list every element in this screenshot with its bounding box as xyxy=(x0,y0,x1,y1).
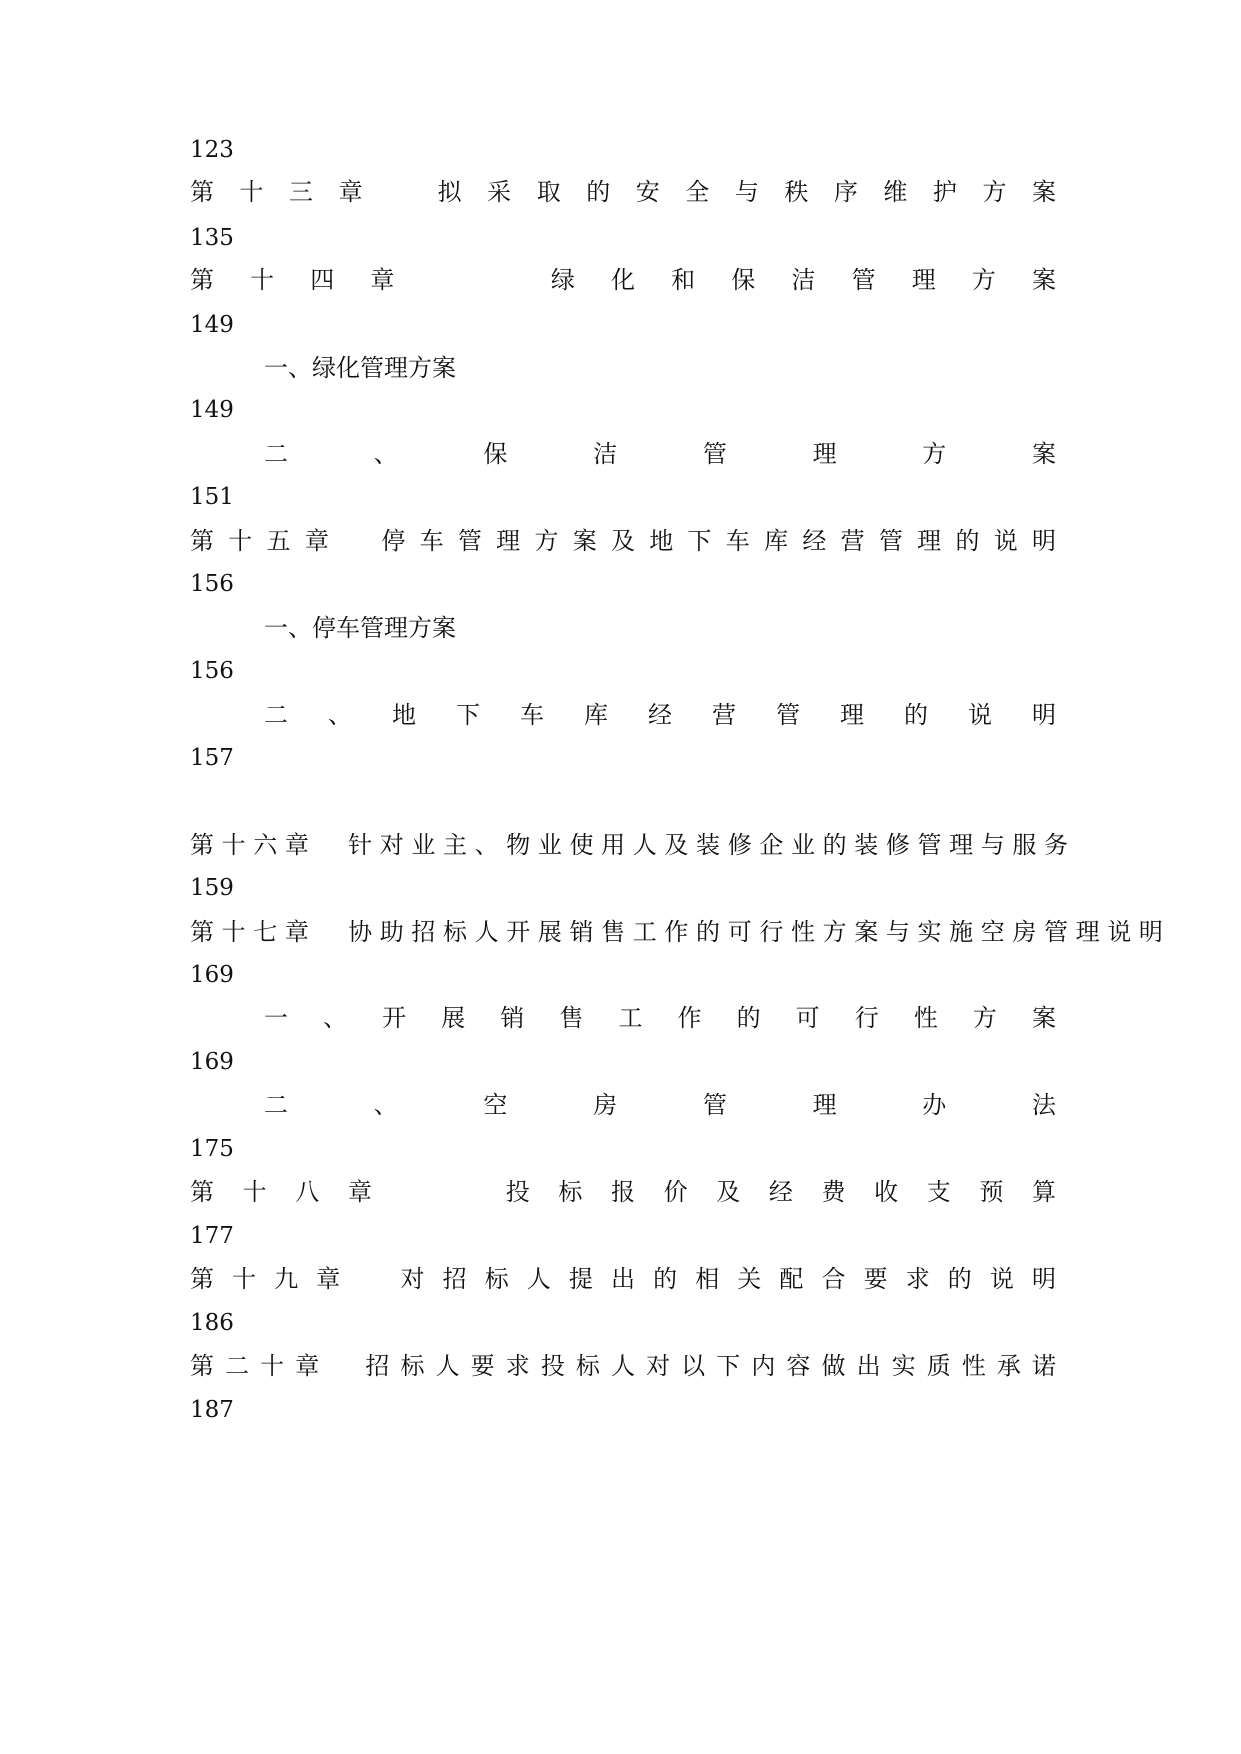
toc-section-title: 二 、 地 下 车 库 经 营 管 理 的 说 明 xyxy=(264,701,1056,729)
toc-chapter-title: 第 十 八 章 投 标 报 价 及 经 费 收 支 预 算 xyxy=(190,1178,1056,1206)
toc-page-number: 169 xyxy=(190,1049,234,1075)
toc-chapter-title: 第 十 五 章 停 车 管 理 方 案 及 地 下 车 库 经 营 管 理 的 说 明 xyxy=(190,527,1056,555)
toc-page-number: 177 xyxy=(190,1223,234,1249)
toc-page-number: 151 xyxy=(190,484,234,510)
toc-page-number: 156 xyxy=(190,571,234,597)
toc-section-title: 二 、 保 洁 管 理 方 案 xyxy=(264,440,1056,468)
toc-chapter-title: 第 十 六 章 针 对 业 主 、 物 业 使 用 人 及 装 修 企 业 的 装 修 管 理 与 服 务 xyxy=(190,831,1068,859)
toc-section-title: 一、绿化管理方案 xyxy=(264,354,456,382)
toc-section-title: 一、停车管理方案 xyxy=(264,614,456,642)
toc-page-number: 187 xyxy=(190,1397,234,1423)
toc-chapter-title: 第 十 三 章 拟 采 取 的 安 全 与 秩 序 维 护 方 案 xyxy=(190,178,1056,206)
toc-page-number: 149 xyxy=(190,397,234,423)
toc-page-number: 135 xyxy=(190,225,234,251)
toc-chapter-title: 第 十 九 章 对 招 标 人 提 出 的 相 关 配 合 要 求 的 说 明 xyxy=(190,1265,1056,1293)
toc-page-number: 156 xyxy=(190,658,234,684)
toc-chapter-title: 第 十 七 章 协 助 招 标 人 开 展 销 售 工 作 的 可 行 性 方 案 与 实 施 空 房 管 理 说 明 xyxy=(190,918,1163,946)
toc-page-number: 169 xyxy=(190,962,234,988)
toc-page-number: 149 xyxy=(190,312,234,338)
toc-section-title: 一 、 开 展 销 售 工 作 的 可 行 性 方 案 xyxy=(264,1004,1056,1032)
toc-page-number: 186 xyxy=(190,1310,234,1336)
toc-page-number: 123 xyxy=(190,137,234,163)
toc-section-title: 二 、 空 房 管 理 办 法 xyxy=(264,1091,1056,1119)
toc-page-number: 157 xyxy=(190,745,234,771)
toc-page-number: 159 xyxy=(190,875,234,901)
toc-chapter-title: 第 十 四 章 绿 化 和 保 洁 管 理 方 案 xyxy=(190,266,1056,294)
toc-chapter-title: 第 二 十 章 招 标 人 要 求 投 标 人 对 以 下 内 容 做 出 实 质 性 承 诺 xyxy=(190,1352,1056,1380)
toc-page-number: 175 xyxy=(190,1136,234,1162)
